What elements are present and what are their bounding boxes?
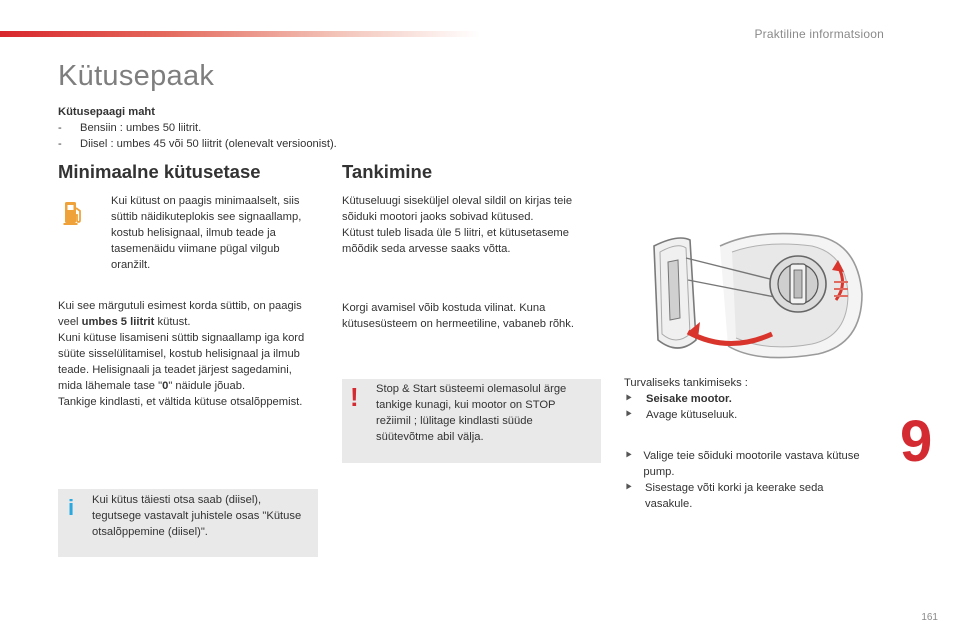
safe-refuelling-steps-continued	[624, 448, 864, 512]
bullet-arrow-icon: ⯈	[624, 393, 633, 405]
capacity-petrol: Bensiin : umbes 50 liitrit.	[80, 122, 202, 134]
capacity-line: - Bensiin : umbes 50 liitrit.	[58, 122, 202, 134]
step-open-flap: Avage kütuseluuk.	[646, 409, 738, 421]
step-choose-pump: Valige teie sõiduki mootorile vastava kütuse pump.	[643, 450, 860, 478]
warning-box-text: Stop & Start süsteemi olemasolul ärge tankige kunagi, kui mootor on STOP režiimil ; lülitage kindlasti süüde süütevõtme abil välja.	[376, 383, 567, 443]
refuelling-pressure-text: Korgi avamisel võib kostuda vilinat. Kuna kütusesüsteem on hermeetiline, vabaneb rõhk.	[342, 302, 574, 330]
safe-refuelling-steps	[624, 375, 864, 423]
step-stop-engine: Seisake mootor.	[646, 393, 732, 405]
capacity-diesel: Diisel : umbes 45 või 50 liitrit (olenevalt versioonist).	[80, 138, 337, 150]
page-number: 161	[921, 612, 938, 623]
capacity-title: Kütusepaagi maht	[58, 106, 155, 118]
refuelling-label-text: Kütuseluugi siseküljel oleval sildil on kirjas teie sõiduki mootori jaoks sobivad kütused. Kütust tuleb lisada üle 5 liitri, et kütusetaseme mõõdik seda arvesse saaks võtta.	[342, 195, 573, 255]
fuel-capacity	[58, 104, 337, 152]
info-icon: i	[68, 495, 75, 520]
warning-lamp-text: Kui kütust on paagis minimaalselt, siis süttib näidikuteplokis see signaallamp, kostub helisignaal, ilmub teade ja tasemenäidu viimane pügal vilgub oranžilt.	[111, 195, 302, 271]
info-box-text: Kui kütus täiesti otsa saab (diisel), tegutsege vastavalt juhistele osas "Kütuse otsalõppemine (diisel)".	[92, 494, 302, 538]
list-item	[624, 480, 864, 512]
fuel-flap-illustration	[648, 222, 868, 366]
fuel-pump-icon	[62, 200, 84, 226]
bullet-arrow-icon: ⯈	[624, 450, 633, 462]
list-item	[624, 407, 864, 423]
steps-intro: Turvaliseks tankimiseks :	[624, 377, 748, 389]
top-accent-bar	[0, 31, 480, 37]
list-item	[624, 391, 864, 407]
bullet-arrow-icon: ⯈	[624, 482, 633, 494]
section-header: Praktiline informatsioon	[754, 27, 884, 41]
chapter-number: 9	[900, 409, 933, 474]
warning-icon: !	[350, 382, 359, 412]
heading-minimum-fuel: Minimaalne kütusetase	[58, 161, 261, 182]
remaining-liters: umbes 5 liitrit	[81, 316, 155, 328]
capacity-line: - Diisel : umbes 45 või 50 liitrit (olenevalt versioonist).	[58, 138, 337, 150]
step-insert-key: Sisestage võti korki ja keerake seda vasakule.	[645, 482, 824, 510]
page-title: Kütusepaak	[58, 60, 215, 92]
bullet-arrow-icon: ⯈	[624, 409, 633, 421]
heading-refuelling: Tankimine	[342, 161, 433, 182]
list-item	[624, 448, 864, 480]
minimum-fuel-description: Kui see märgutuli esimest korda süttib, on paagis veel umbes 5 liitrit kütust. Kuni kütuse lisamiseni süttib signaallamp iga kord süüte sisselülitamisel, kostub helisignaal ja ilmub teade. Helisignaali ja teadet järjest sagedamini, mida lähemale tase "0" näidule jõuab. Tankige kindlasti, et vältida kütuse otsalõppemist.	[58, 300, 305, 408]
